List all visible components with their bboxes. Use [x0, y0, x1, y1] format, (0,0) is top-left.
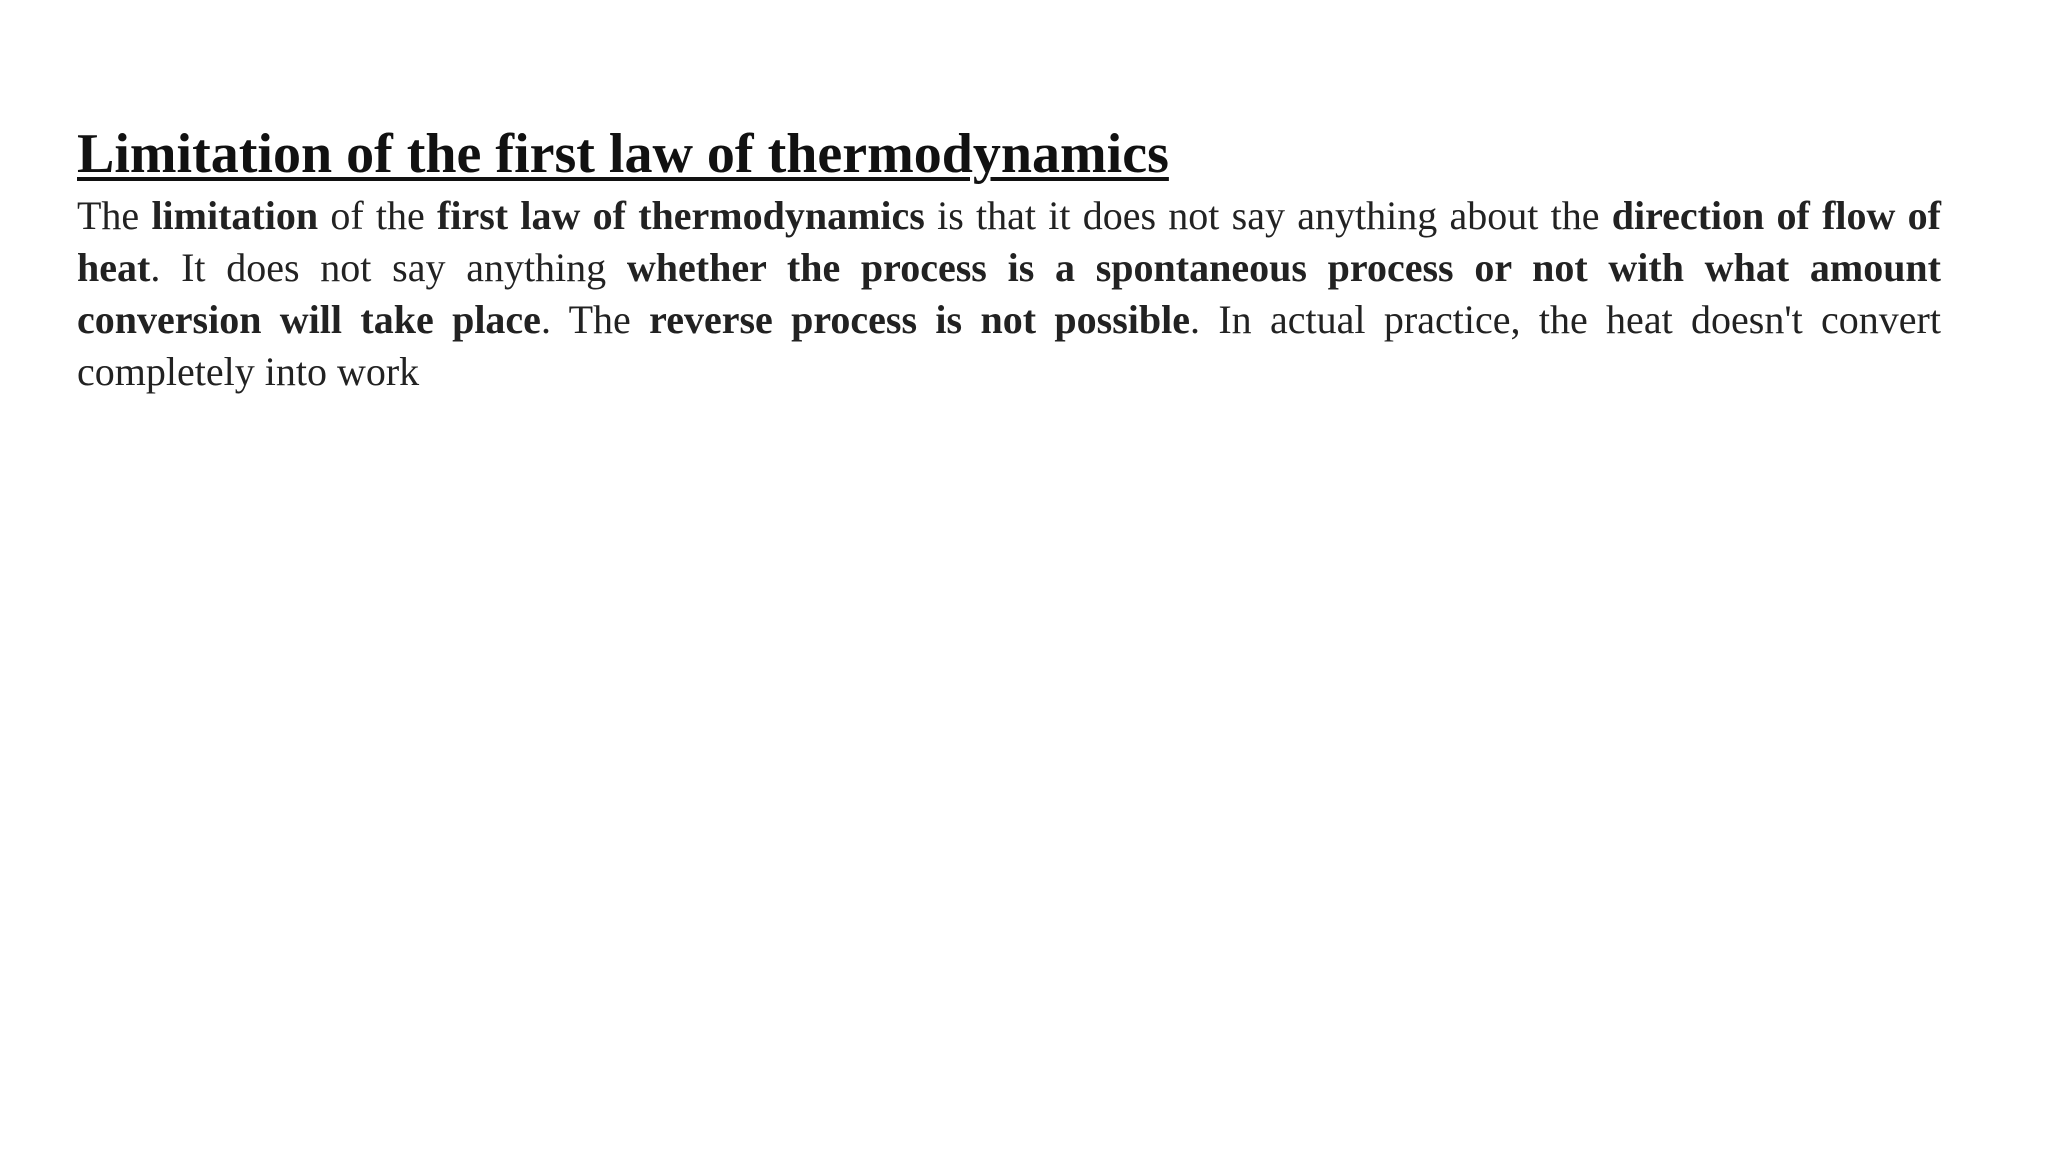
bold-text-run: limitation	[151, 193, 319, 238]
slide-title: Limitation of the first law of thermodynamics	[77, 123, 1169, 185]
slide-paragraph	[77, 190, 1941, 398]
text-run: . It does not say anything	[150, 245, 627, 290]
text-run: of the	[318, 193, 438, 238]
text-run: . The	[540, 297, 650, 342]
slide-content	[77, 118, 1941, 398]
bold-text-run: whether the process is a spontaneous process or not with what amount conversion will take place	[77, 245, 1941, 342]
bold-text-run: direction of flow of heat	[77, 193, 1941, 290]
text-run: is that it does not say anything about the	[924, 193, 1612, 238]
bold-text-run: first law of thermodynamics	[437, 193, 925, 238]
text-run: . In actual practice, the heat doesn't convert completely into work	[77, 297, 1941, 394]
bold-text-run: reverse process is not possible	[649, 297, 1190, 342]
text-run: The	[77, 193, 152, 238]
